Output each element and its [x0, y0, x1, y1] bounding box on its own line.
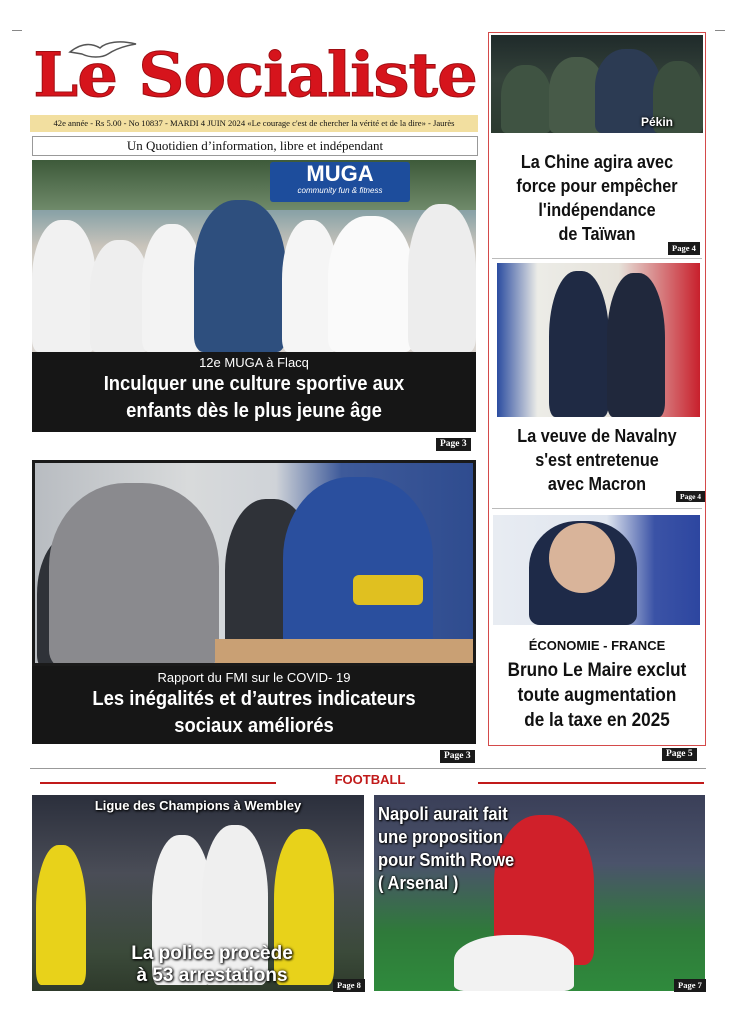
china-photo: [491, 35, 703, 133]
ligue-headline-line2: à 53 arrestations: [136, 965, 288, 986]
player-figure: [36, 845, 86, 985]
napoli-headline-line2: une proposition: [378, 827, 504, 847]
fmi-photo: [32, 460, 476, 666]
napoli-headline-line3: pour Smith Rowe: [378, 850, 515, 870]
face-shape: [549, 523, 615, 593]
person-figure: [90, 240, 150, 352]
person-figure: [408, 204, 476, 352]
muga-caption: [32, 352, 476, 432]
lemaire-headline-line2: toute augmentation: [517, 685, 677, 706]
player-legs: [454, 935, 574, 991]
person-figure: [194, 200, 286, 352]
person-figure: [328, 216, 414, 352]
muga-headline-line2: enfants dès le plus jeune âge: [126, 400, 382, 422]
separator: [492, 508, 702, 509]
crop-mark-right: [715, 30, 725, 31]
fmi-headline-line2: sociaux améliorés: [174, 715, 334, 737]
ligue-page-tag: Page 8: [333, 979, 365, 992]
napoli-photo: [374, 795, 705, 991]
football-line-right: [478, 782, 704, 784]
lemaire-headline-line3: de la taxe en 2025: [524, 710, 670, 731]
person-figure: [607, 273, 665, 417]
navalny-headline-line2: s'est entretenue: [535, 450, 659, 470]
navalny-photo: [497, 263, 700, 417]
person-figure: [549, 271, 609, 417]
crop-mark-left: [12, 30, 22, 31]
napoli-page-tag: Page 7: [674, 979, 706, 992]
football-line-left: [40, 782, 276, 784]
china-page-tag: Page 4: [668, 242, 700, 255]
newspaper-logo: Le Socialiste: [33, 39, 477, 112]
microphone-icon: [353, 575, 423, 605]
napoli-headline-line4: ( Arsenal ): [378, 873, 459, 893]
fmi-caption: [32, 666, 476, 744]
fmi-page-tag: Page 3: [440, 750, 475, 763]
lemaire-page-tag: Page 5: [662, 748, 697, 761]
china-headline-line4: de Taïwan: [558, 224, 636, 244]
lemaire-headline-line1: Bruno Le Maire exclut: [507, 660, 687, 681]
muga-sign-subtext: community fun & fitness: [297, 186, 383, 195]
person-figure: [32, 220, 96, 352]
fmi-headline-line1: Les inégalités et d’autres indicateurs: [92, 688, 416, 710]
person-figure: [501, 65, 551, 133]
person-figure: [283, 477, 433, 657]
separator: [492, 258, 702, 259]
ligue-photo: [32, 795, 364, 991]
fmi-kicker: Rapport du FMI sur le COVID- 19: [157, 670, 351, 685]
muga-sign-text: MUGA: [306, 161, 374, 186]
navalny-headline-line3: avec Macron: [547, 474, 647, 494]
lemaire-photo: [493, 515, 700, 625]
china-headline-line3: l'indépendance: [538, 200, 656, 220]
tagline: Un Quotidien d’information, libre et indépendant: [32, 136, 478, 156]
muga-photo: [32, 160, 476, 352]
napoli-headline-line1: Napoli aurait fait: [378, 804, 508, 824]
section-rule: [30, 768, 706, 769]
muga-page-tag: Page 3: [436, 438, 471, 451]
china-headline-line2: force pour empêcher: [516, 176, 678, 196]
lemaire-kicker: ÉCONOMIE - FRANCE: [528, 638, 666, 653]
china-headline-line1: La Chine agira avec: [520, 152, 674, 172]
person-figure: [142, 224, 202, 352]
issue-info-bar: 42e année - Rs 5.00 - No 10837 - MARDI 4 JUIN 2024 «Le courage c'est de chercher la vérité et de la dire» - Jaurès: [30, 115, 478, 132]
ligue-title: Ligue des Champions à Wembley: [94, 798, 302, 813]
napoli-headline: [378, 803, 514, 895]
person-figure: [49, 483, 219, 666]
ligue-headline-line1: La police procède: [131, 943, 293, 964]
masthead: [30, 38, 480, 113]
navalny-headline-line1: La veuve de Navalny: [517, 426, 677, 446]
china-photo-label: Pékin: [641, 115, 674, 129]
football-section-label: FOOTBALL: [334, 772, 406, 787]
muga-sign: [270, 162, 410, 202]
muga-kicker: 12e MUGA à Flacq: [199, 355, 309, 370]
desk: [215, 639, 476, 666]
navalny-page-tag: Page 4: [676, 491, 705, 502]
muga-headline-line1: Inculquer une culture sportive aux: [103, 373, 405, 395]
